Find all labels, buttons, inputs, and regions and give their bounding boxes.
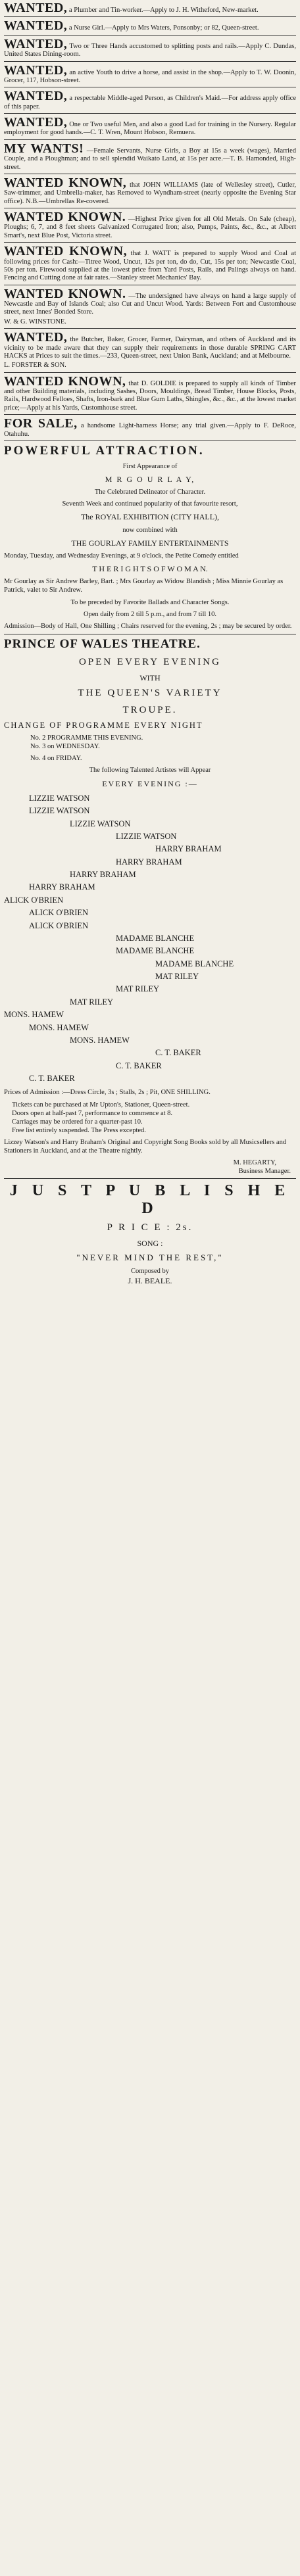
ad-text: a handsome Light-harness Horse; any trial given.—Apply to F. DeRoce, Otahuhu. — [4, 422, 297, 438]
opening-hours: Open daily from 2 till 5 p.m., and from 7 till 10. — [83, 610, 217, 618]
venue: The ROYAL EXHIBITION (CITY HALL), — [80, 512, 220, 522]
manager-title: Business Manager. — [238, 1168, 291, 1176]
performer-name: LIZZIE WATSON — [116, 831, 177, 841]
performer-name: HARRY BRAHAM — [116, 857, 182, 867]
cast-list: Mr Gourlay as Sir Andrew Barley, Bart. ; Mrs Gourlay as Widow Blandish ; Miss Minnie Gourlay as Patrick, valet to Sir Andrew. — [4, 578, 284, 594]
ad-text: the Butcher, Baker, Grocer, Farmer, Dairyman, and others of Auckland and its vicinity to be made aware that they can supply their requirements in those durable SPRING CART HACKS at Prices to suit the times.—233, Queen-street, next Union Bank, Auckland; and at Melbourne. — [4, 336, 297, 360]
admission-prices: Admission—Body of Hall, One Shilling ; Chairs reserved for the evening, 2s ; may be secured by order. — [4, 622, 292, 630]
ad-lead: WANTED, — [4, 330, 68, 345]
ad-lead: WANTED, — [4, 18, 68, 34]
ad-lead: WANTED KNOWN. — [4, 210, 126, 224]
seventh-week: Seventh Week and continued popularity of that favourite resort, — [62, 500, 238, 508]
performer-name: MADAME BLANCHE — [116, 946, 195, 956]
performer-name: ALICK O'BRIEN — [4, 895, 64, 905]
first-appearance: First Appearance of — [122, 462, 178, 470]
performer-list — [4, 792, 296, 1085]
theatre-ad — [4, 637, 296, 1176]
performer-name: MAT RILEY — [116, 984, 160, 994]
ad-text: that J. WATT is prepared to supply Wood and Coal at following prices for Cash:—Titree Wood, Uncut, 12s per ton, do do, Cut, 15s per ton; Newcastle Coal, 50s per ton. Firewood supplied at the lowest price from Yard Posts, Rails, and Palings always on hand. Fencing and Cutting done at fair rates.—Stanley street Mechanics' Bay. — [4, 250, 297, 282]
change-of-programme: CHANGE OF PROGRAMME EVERY NIGHT — [4, 721, 203, 730]
theatre-title: PRINCE OF WALES THEATRE. — [4, 636, 201, 651]
classified-ad — [4, 287, 296, 317]
ad-lead: WANTED, — [4, 36, 68, 51]
classified-ads — [4, 1, 296, 439]
divider — [4, 113, 296, 114]
performer-name: HARRY BRAHAM — [29, 882, 95, 892]
ad-lead: FOR SALE, — [4, 416, 78, 431]
divider — [4, 35, 296, 36]
performer-name: HARRY BRAHAM — [155, 844, 222, 854]
song-label: SONG : — [137, 1238, 163, 1248]
performer-name: MONS. HAMEW — [70, 1035, 130, 1045]
performer-name: ALICK O'BRIEN — [29, 920, 89, 930]
performer-name: M R G O U R L A Y, — [105, 475, 195, 484]
divider — [4, 61, 296, 62]
ad-text: Two or Three Hands accustomed to splitting posts and rails.—Apply C. Dundas, United States Dining-room. — [4, 42, 296, 59]
ad-text: a respectable Middle-aged Person, as Children's Maid.—For address apply office of this paper. — [4, 95, 296, 110]
performer-name: MONS. HAMEW — [4, 1010, 64, 1020]
divider — [4, 16, 296, 17]
performer-name: MADAME BLANCHE — [155, 959, 234, 968]
family-entertainments: THE GOURLAY FAMILY ENTERTAINMENTS — [71, 538, 229, 548]
free-list-line: Free list entirely suspended. The Press excepted. — [12, 1126, 146, 1134]
classified-ad — [4, 331, 296, 360]
ad-signature: L. FORSTER & SON. — [4, 362, 66, 370]
just-published-title: J U S T P U B L I S H E D — [9, 1181, 291, 1217]
attraction-ad — [4, 444, 296, 631]
classified-ad — [4, 89, 296, 111]
performer-name: C. T. BAKER — [155, 1048, 201, 1058]
ad-lead: WANTED, — [4, 89, 68, 104]
ad-text: that D. GOLDIE is prepared to supply all kinds of Timber and other Building materials, including Sashes, Doors, Mouldings, Bread Timber, House Blocks, Posts, Rails, Hardwood Felloes, Shafts, Iron-bark and Blue Gum Laths, Shingles, &c., &c., at the lowest market price;—Apply at his Yards, Customhouse street. — [4, 379, 297, 412]
performance-days: Monday, Tuesday, and Wednesday Evenings, at 9 o'clock, the Petite Comedy entitled — [4, 552, 239, 560]
ad-lead: WANTED, — [4, 115, 68, 130]
carriages-line: Carriages may be ordered for a quarter-past 10. — [12, 1118, 143, 1126]
ad-lead: WANTED KNOWN, — [4, 175, 127, 190]
classified-ad — [4, 245, 296, 283]
ad-lead: WANTED KNOWN, — [4, 244, 128, 259]
ad-text: an active Youth to drive a horse, and assist in the shop.—Apply to T. W. Doonin, Grocer, 117, Hobson-street. — [4, 68, 297, 84]
divider — [4, 242, 296, 243]
price-line: P R I C E : 2s. — [107, 1222, 193, 1233]
troupe-name-2: TROUPE. — [122, 705, 178, 716]
classified-ad — [4, 417, 296, 439]
performer-name: LIZZIE WATSON — [70, 819, 131, 828]
ad-text: that JOHN WILLIAMS (late of Wellesley street), Cutler, Saw-trimmer, and Umbrella-maker, has Removed to Wyndham-street (nearly opposite the Evening Star office). N.B.—Umbrellas Re-covered. — [4, 181, 297, 205]
divider — [4, 139, 296, 140]
ad-lead: WANTED KNOWN. — [4, 286, 126, 301]
preceded-by: To be preceded by Favorite Ballads and Character Songs. — [70, 598, 230, 606]
ad-text: One or Two useful Men, and also a good Lad for training in the Nursery. Regular employment for good hands.—C. T. Wren, Mount Hobson, Remuera. — [4, 121, 296, 137]
tickets-line: Tickets can be purchased at Mr Upton's, Stationer, Queen-street. — [12, 1101, 190, 1109]
divider — [4, 414, 296, 415]
ad-text: —Female Servants, Nurse Girls, a Boy at 15s a week (wages), Married Couple, and a Ploughman; and to sell splendid Waikato Land, at 15s per acre.—T. B. Hamonded, High-street. — [4, 147, 297, 171]
just-published-ad — [4, 1182, 296, 1287]
performer-name: C. T. BAKER — [29, 1074, 75, 1083]
ad-lead: WANTED KNOWN, — [4, 373, 126, 389]
classified-ad — [4, 142, 296, 172]
performer-name: MONS. HAMEW — [29, 1022, 89, 1032]
manager-name: M. HEGARTY, — [233, 1159, 276, 1167]
programme-4: No. 4 on FRIDAY. — [30, 755, 82, 763]
ad-signature: W. & G. WINSTONE. — [4, 318, 66, 325]
celebrated-line: The Celebrated Delineator of Character. — [94, 489, 206, 496]
performer-name: HARRY BRAHAM — [70, 870, 136, 879]
divider — [4, 372, 296, 373]
programme-2: No. 2 PROGRAMME THIS EVENING. — [30, 734, 143, 742]
divider — [4, 1178, 296, 1179]
play-title: T H E R I G H T S O F W O M A N. — [92, 564, 208, 574]
troupe-name-1: THE QUEEN'S VARIETY — [78, 688, 222, 699]
programme-3: No. 3 on WEDNESDAY. — [30, 743, 100, 751]
ad-text: —The undersigned have always on hand a large supply of Newcastle and Bay of Islands Coal; also Cut and Uncut Wood. Yards: Between Fort and Customhouse street, next Innes' Bonded Store. — [4, 292, 296, 316]
admission-prices: Prices of Admission :—Dress Circle, 3s ; Stalls, 2s ; Pit, ONE SHILLING. — [4, 1089, 211, 1097]
ad-lead: MY WANTS! — [4, 141, 84, 156]
performer-name: MAT RILEY — [155, 972, 199, 981]
divider — [4, 328, 296, 329]
performer-name: MADAME BLANCHE — [116, 933, 195, 943]
doors-line: Doors open at half-past 7, performance to commence at 8. — [12, 1109, 173, 1117]
classified-ad — [4, 375, 296, 413]
performer-name: ALICK O'BRIEN — [29, 908, 89, 918]
performer-name: LIZZIE WATSON — [29, 806, 90, 816]
composed-by: Composed by — [130, 1267, 170, 1275]
classified-ad — [4, 116, 296, 137]
every-evening: EVERY EVENING :— — [102, 778, 198, 788]
classified-ad — [4, 210, 296, 240]
classified-ad — [4, 176, 296, 206]
classified-ad — [4, 19, 296, 32]
composer-name: J. H. BEALE. — [128, 1276, 172, 1285]
song-title: "NEVER MIND THE REST," — [76, 1252, 224, 1262]
with-line: WITH — [139, 673, 161, 682]
ad-text: a Plumber and Tin-worker.—Apply to J. H. Witheford, New-market. — [68, 7, 259, 14]
song-books-line: Lizzey Watson's and Harry Braham's Original and Copyright Song Books sold by all Musicsellers and Stationers in Auckland, and at the Theatre nightly. — [4, 1139, 287, 1155]
combined-with: now combined with — [122, 526, 178, 534]
performer-name: C. T. BAKER — [116, 1061, 162, 1070]
ad-lead: WANTED, — [4, 62, 68, 78]
artistes-heading: The following Talented Artistes will Appear — [89, 767, 211, 775]
classified-ad — [4, 1, 296, 14]
classified-ad — [4, 64, 296, 85]
classified-ad — [4, 37, 296, 59]
performer-name: MAT RILEY — [70, 997, 114, 1007]
open-every-evening: OPEN EVERY EVENING — [79, 656, 221, 667]
attraction-title: POWERFUL ATTRACTION. — [4, 443, 205, 458]
ad-lead: WANTED, — [4, 1, 68, 15]
ad-text: —Highest Price given for all Old Metals. On Sale (cheap), Ploughs; 6, 7, and 8 feet sheets Galvanized Corrugated Iron; also, Pumps, Paints, &c., &c., at Albert Smart's, next Blue Post, Victoria street. — [4, 216, 296, 239]
ad-text: a Nurse Girl.—Apply to Mrs Waters, Ponsonby; or 82, Queen-street. — [68, 24, 259, 32]
performer-name: LIZZIE WATSON — [29, 793, 90, 803]
